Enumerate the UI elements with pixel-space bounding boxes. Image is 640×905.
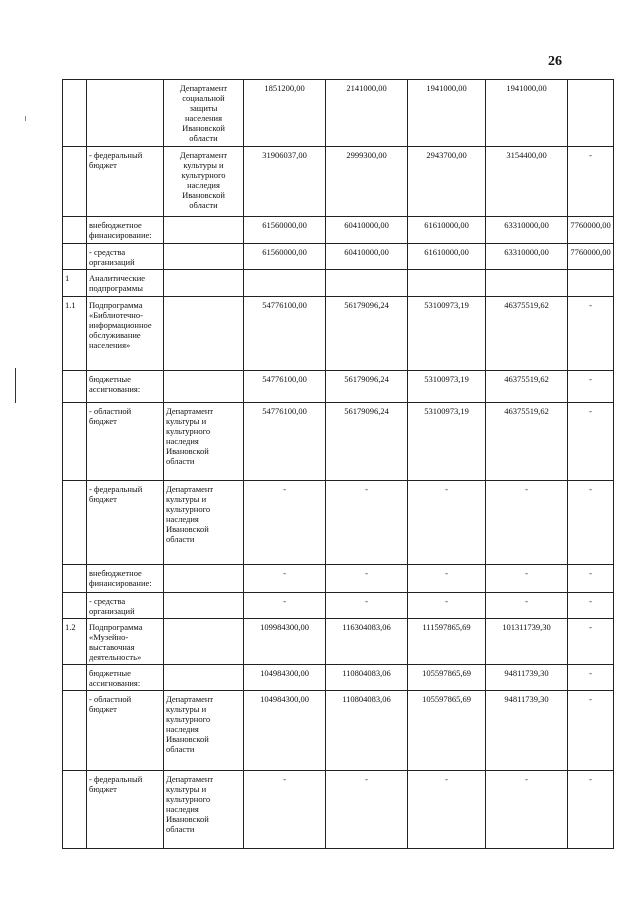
table-row [63,619,614,665]
value-col-1: 54776100,00 [244,403,326,481]
value-col-1 [244,270,326,297]
value-col-4: 46375519,62 [486,371,568,403]
value-col-3: 53100973,19 [408,371,486,403]
row-department: Департамент социальной защиты населения Ивановской области [164,80,244,147]
value-col-2: - [326,481,408,565]
value-col-3: 61610000,00 [408,244,486,270]
table-row [63,244,614,270]
value-col-2: - [326,593,408,619]
value-col-4: 63310000,00 [486,244,568,270]
value-col-2: 56179096,24 [326,403,408,481]
value-col-4: 63310000,00 [486,217,568,244]
table-row [63,691,614,771]
row-name: внебюджетное финансирование: [87,565,164,593]
table-row [63,481,614,565]
value-col-3: - [408,481,486,565]
value-col-5: - [568,565,614,593]
row-index [63,244,87,270]
value-col-5: - [568,619,614,665]
value-col-2: 60410000,00 [326,244,408,270]
margin-line-mark [15,368,16,403]
value-col-5: - [568,297,614,371]
row-index [63,691,87,771]
row-name: бюджетные ассигнования: [87,665,164,691]
row-department [164,593,244,619]
table-row [63,147,614,217]
value-col-4: 46375519,62 [486,297,568,371]
row-department [164,270,244,297]
value-col-4: - [486,565,568,593]
row-department [164,217,244,244]
row-name: Подпрограмма «Музейно- выставочная деятельность» [87,619,164,665]
value-col-2: 110804083,06 [326,665,408,691]
row-name: Аналитические подпрограммы [87,270,164,297]
row-department: Департамент культуры и культурного наследия Ивановской области [164,771,244,849]
value-col-5 [568,270,614,297]
value-col-5: - [568,771,614,849]
row-name [87,80,164,147]
value-col-3: 2943700,00 [408,147,486,217]
value-col-4: - [486,771,568,849]
row-name: - областной бюджет [87,403,164,481]
value-col-3: - [408,565,486,593]
row-department: Департамент культуры и культурного наследия Ивановской области [164,147,244,217]
row-name: внебюджетное финансирование: [87,217,164,244]
row-name: - областной бюджет [87,691,164,771]
value-col-2: 116304083,06 [326,619,408,665]
value-col-5: - [568,481,614,565]
row-index: 1 [63,270,87,297]
value-col-1: 104984300,00 [244,691,326,771]
table-body [63,80,614,849]
table-row [63,593,614,619]
row-name: - федеральный бюджет [87,147,164,217]
row-index [63,147,87,217]
row-department: Департамент культуры и культурного наследия Ивановской области [164,691,244,771]
value-col-3: - [408,771,486,849]
row-department [164,244,244,270]
value-col-2: - [326,771,408,849]
row-index [63,481,87,565]
page-number: 26 [548,54,562,69]
row-index [63,80,87,147]
value-col-2: 56179096,24 [326,371,408,403]
value-col-5: 7760000,00 [568,217,614,244]
value-col-3: 105597865,69 [408,665,486,691]
value-col-4: 101311739,30 [486,619,568,665]
scan-tick-mark [25,116,26,121]
row-department: Департамент культуры и культурного наследия Ивановской области [164,481,244,565]
value-col-4: - [486,593,568,619]
row-name: бюджетные ассигнования: [87,371,164,403]
value-col-5: - [568,403,614,481]
row-name: - федеральный бюджет [87,771,164,849]
value-col-1: - [244,481,326,565]
value-col-3: 111597865,69 [408,619,486,665]
row-name: Подпрограмма «Библиотечно- информационное обслуживание населения» [87,297,164,371]
row-index [63,665,87,691]
value-col-4: - [486,481,568,565]
value-col-5: - [568,665,614,691]
value-col-2: 60410000,00 [326,217,408,244]
table-row [63,771,614,849]
value-col-3: 1941000,00 [408,80,486,147]
table-row [63,371,614,403]
row-index [63,771,87,849]
value-col-5: 7760000,00 [568,244,614,270]
value-col-3: 61610000,00 [408,217,486,244]
row-index [63,217,87,244]
row-index [63,565,87,593]
value-col-3 [408,270,486,297]
row-name: - средства организаций [87,593,164,619]
value-col-2: - [326,565,408,593]
table-row [63,270,614,297]
value-col-3: 105597865,69 [408,691,486,771]
row-index [63,371,87,403]
value-col-5: - [568,593,614,619]
value-col-4 [486,270,568,297]
value-col-1: - [244,565,326,593]
value-col-1: 31906037,00 [244,147,326,217]
value-col-5: - [568,371,614,403]
value-col-4: 1941000,00 [486,80,568,147]
value-col-3: 53100973,19 [408,297,486,371]
value-col-1: 54776100,00 [244,371,326,403]
value-col-2: 2141000,00 [326,80,408,147]
table-row [63,80,614,147]
row-index [63,593,87,619]
row-name: - федеральный бюджет [87,481,164,565]
row-index: 1.2 [63,619,87,665]
table-row [63,565,614,593]
value-col-4: 94811739,30 [486,691,568,771]
value-col-3: - [408,593,486,619]
value-col-1: - [244,771,326,849]
row-department [164,371,244,403]
row-index [63,403,87,481]
row-department [164,619,244,665]
value-col-1: 61560000,00 [244,217,326,244]
value-col-3: 53100973,19 [408,403,486,481]
value-col-1: - [244,593,326,619]
table-row [63,297,614,371]
value-col-2: 2999300,00 [326,147,408,217]
value-col-2: 110804083,06 [326,691,408,771]
row-index: 1.1 [63,297,87,371]
value-col-1: 109984300,00 [244,619,326,665]
value-col-2: 56179096,24 [326,297,408,371]
row-department [164,565,244,593]
value-col-4: 46375519,62 [486,403,568,481]
value-col-1: 1851200,00 [244,80,326,147]
table-row [63,665,614,691]
value-col-1: 104984300,00 [244,665,326,691]
value-col-4: 3154400,00 [486,147,568,217]
value-col-2 [326,270,408,297]
table-row [63,403,614,481]
value-col-1: 61560000,00 [244,244,326,270]
value-col-1: 54776100,00 [244,297,326,371]
row-department [164,665,244,691]
value-col-5: - [568,691,614,771]
row-department [164,297,244,371]
row-name: - средства организаций [87,244,164,270]
value-col-4: 94811739,30 [486,665,568,691]
value-col-5 [568,80,614,147]
value-col-5: - [568,147,614,217]
budget-table [62,79,614,849]
table-row [63,217,614,244]
row-department: Департамент культуры и культурного наследия Ивановской области [164,403,244,481]
